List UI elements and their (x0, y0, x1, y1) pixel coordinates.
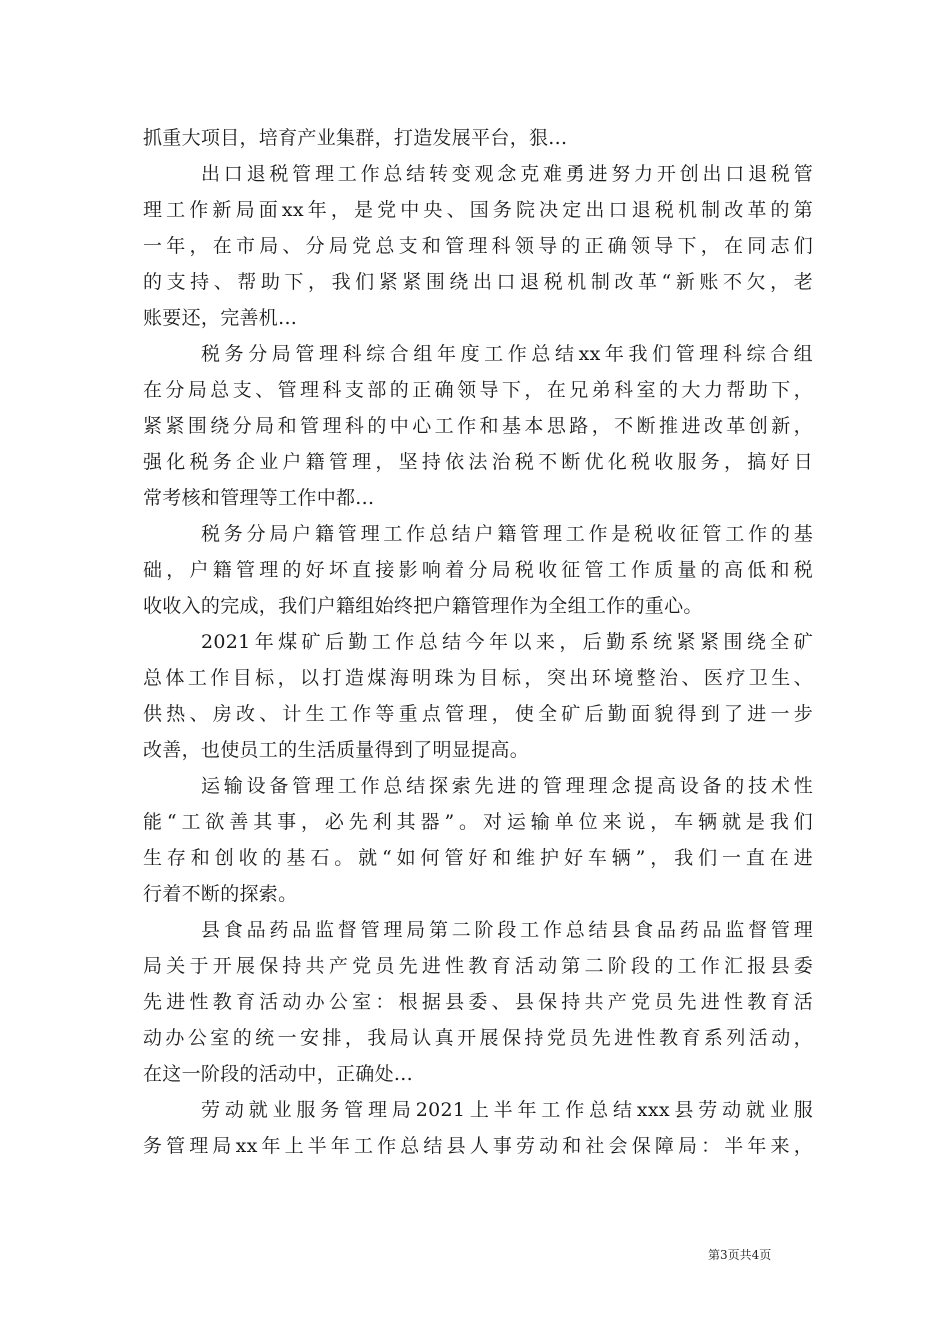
text-line: 2021年煤矿后勤工作总结今年以来，后勤系统紧紧围绕全矿 (201, 631, 813, 653)
text-line: 出口退税管理工作总结转变观念克难勇进努力开创出口退税管 (201, 163, 813, 185)
text-line: 先进性教育活动办公室：根据县委、县保持共产党员先进性教育活 (143, 991, 813, 1013)
text-line: 理工作新局面xx年，是党中央、国务院决定出口退税机制改革的第 (143, 199, 813, 221)
text-line: 础，户籍管理的好坏直接影响着分局税收征管工作质量的高低和税 (143, 559, 813, 581)
text-line: 一年，在市局、分局党总支和管理科领导的正确领导下，在同志们 (143, 235, 813, 257)
paragraph (143, 768, 813, 912)
text-line: 紧紧围绕分局和管理科的中心工作和基本思路，不断推进改革创新， (143, 415, 813, 437)
text-line: 劳动就业服务管理局2021上半年工作总结xxx县劳动就业服 (201, 1099, 813, 1121)
paragraph (143, 516, 813, 624)
text-line: 税务分局户籍管理工作总结户籍管理工作是税收征管工作的基 (201, 523, 813, 545)
paragraph (143, 1092, 813, 1164)
paragraph (143, 624, 813, 768)
text-line: 在分局总支、管理科支部的正确领导下，在兄弟科室的大力帮助下， (143, 379, 813, 401)
paragraph (143, 336, 813, 516)
text-line: 税务分局管理科综合组年度工作总结xx年我们管理科综合组 (201, 343, 813, 365)
text-line: 生存和创收的基石。就“如何管好和维护好车辆”，我们一直在进 (143, 847, 813, 869)
text-line: 账要还，完善机... (143, 307, 298, 329)
text-line: 供热、房改、计生工作等重点管理，使全矿后勤面貌得到了进一步 (143, 703, 813, 725)
text-line: 总体工作目标，以打造煤海明珠为目标，突出环境整治、医疗卫生、 (143, 667, 813, 689)
text-line: 在这一阶段的活动中，正确处... (143, 1063, 413, 1085)
text-line: 的支持、帮助下，我们紧紧围绕出口退税机制改革“新账不欠，老 (143, 271, 813, 293)
document-body (143, 120, 813, 1164)
text-line: 抓重大项目，培育产业集群，打造发展平台，狠... (143, 127, 568, 149)
text-line: 务管理局xx年上半年工作总结县人事劳动和社会保障局：半年来， (143, 1135, 813, 1157)
text-line: 行着不断的探索。 (143, 883, 298, 905)
paragraph (143, 156, 813, 336)
text-line: 运输设备管理工作总结探索先进的管理理念提高设备的技术性 (201, 775, 813, 797)
paragraph (143, 120, 813, 156)
text-line: 动办公室的统一安排，我局认真开展保持党员先进性教育系列活动， (143, 1027, 813, 1049)
text-line: 常考核和管理等工作中都... (143, 487, 375, 509)
text-line: 收收入的完成，我们户籍组始终把户籍管理作为全组工作的重心。 (143, 595, 703, 617)
page-number: 第3页共4页 (708, 1248, 772, 1262)
paragraph (143, 912, 813, 1092)
text-line: 改善，也使员工的生活质量得到了明显提高。 (143, 739, 530, 761)
text-line: 县食品药品监督管理局第二阶段工作总结县食品药品监督管理 (201, 919, 813, 941)
text-line: 局关于开展保持共产党员先进性教育活动第二阶段的工作汇报县委 (143, 955, 813, 977)
text-line: 能“工欲善其事，必先利其器”。对运输单位来说，车辆就是我们 (143, 811, 813, 833)
text-line: 强化税务企业户籍管理，坚持依法治税不断优化税收服务，搞好日 (143, 451, 813, 473)
